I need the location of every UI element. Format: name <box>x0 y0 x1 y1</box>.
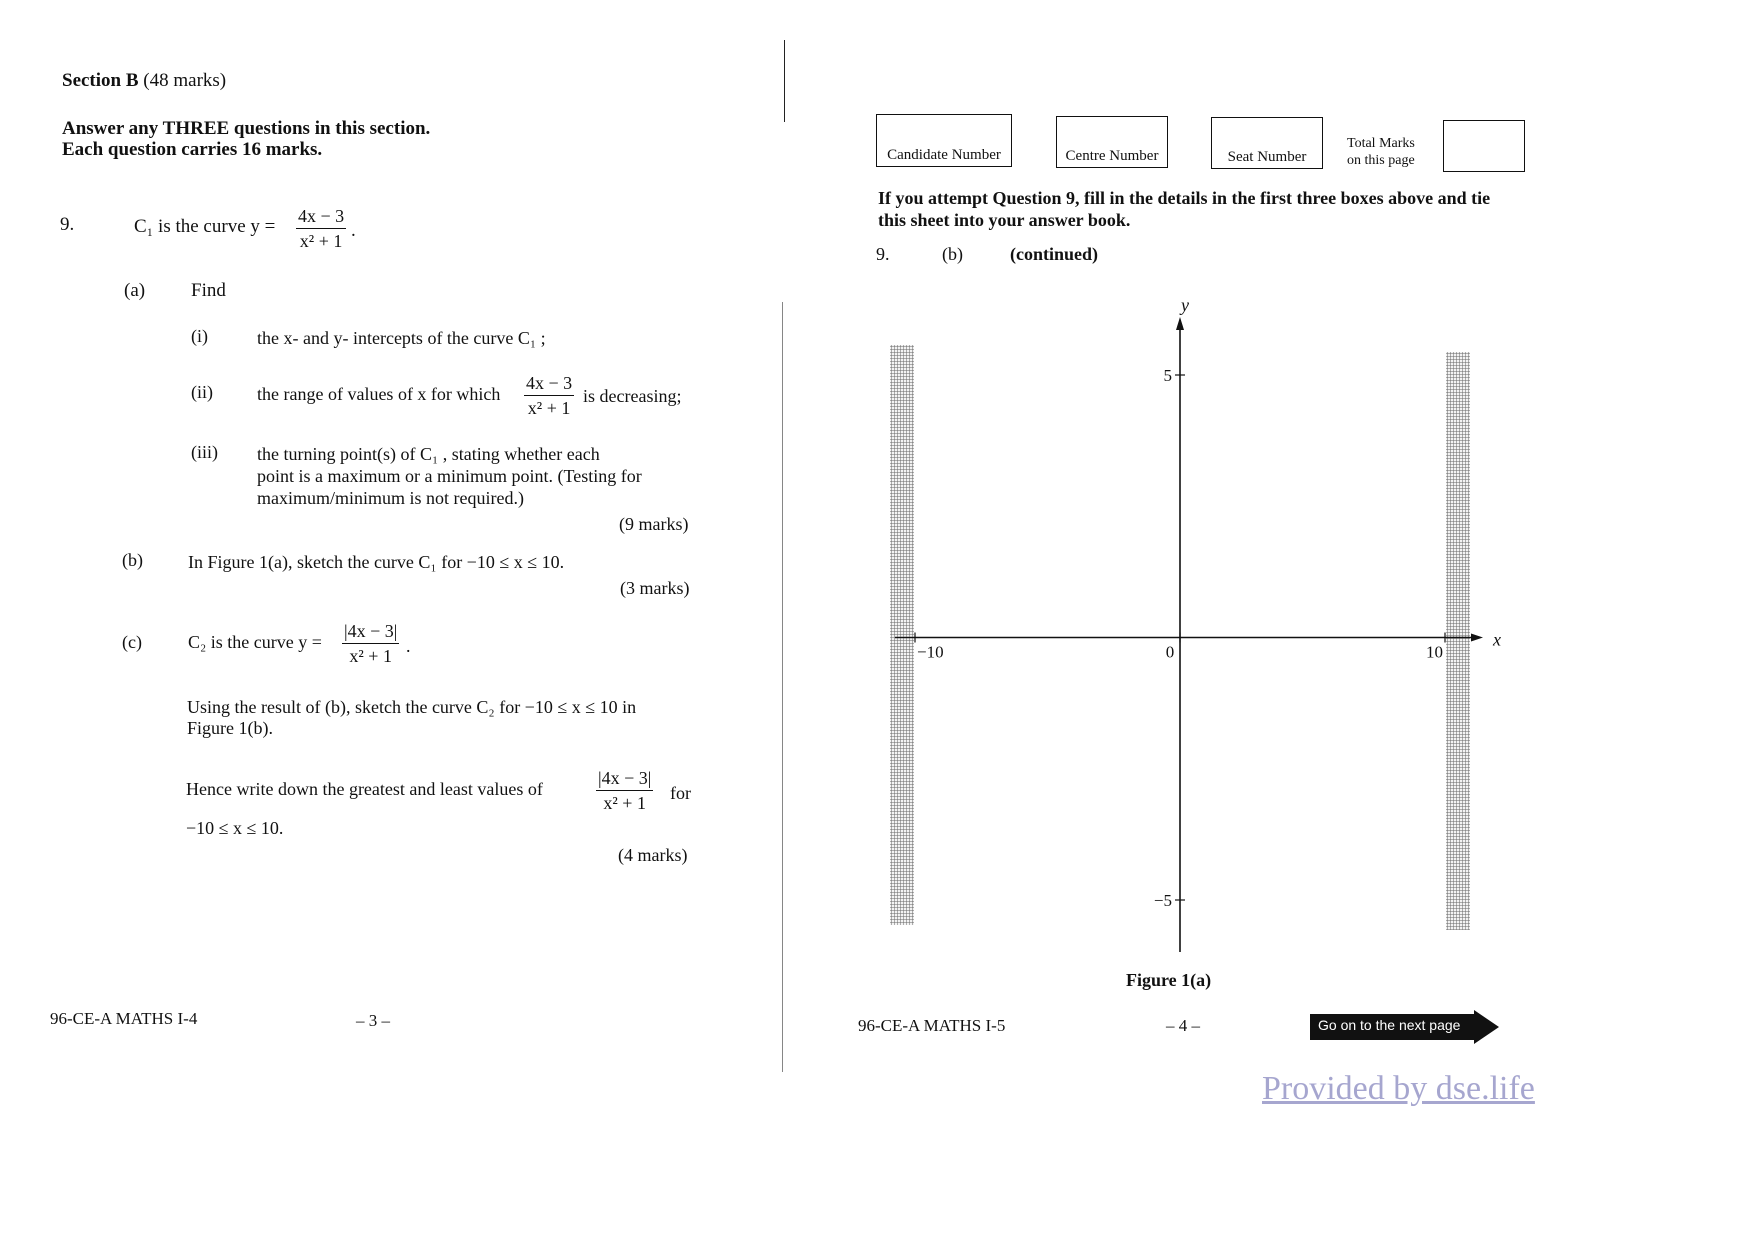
y-axis-label: y <box>1181 295 1189 315</box>
part-c-fraction-num: |4x − 3| <box>342 622 399 644</box>
part-b-text: In Figure 1(a), sketch the curve C₁ for −10 ≤ x ≤ 10. <box>188 552 565 572</box>
part-a-iii-line-2: point is a maximum or a minimum point. (Testing for <box>257 466 642 486</box>
part-c-line-1: Using the result of (b), sketch the curve C₂ for −10 ≤ x ≤ 10 in <box>187 697 637 717</box>
part-a-ii-suffix: is decreasing; <box>583 386 682 406</box>
part-a-label: (a) <box>124 280 146 301</box>
watermark: Provided by dse.life <box>1262 1070 1535 1107</box>
x-tick-label: 0 <box>1165 642 1175 662</box>
centre-number-label: Centre Number <box>1065 148 1159 164</box>
section-title: Section B <box>62 70 139 91</box>
q9-fraction-den: x² + 1 <box>299 231 343 251</box>
right-footer-page: – 4 – <box>1166 1016 1200 1035</box>
part-a-text: Find <box>191 280 226 301</box>
part-a-marks: (9 marks) <box>619 514 689 534</box>
left-footer-page: – 3 – <box>356 1011 390 1030</box>
x-tick-label: 10 <box>1426 642 1443 662</box>
right-footer-code: 96-CE-A MATHS I-5 <box>858 1016 1006 1035</box>
instruction-line-1: Answer any THREE questions in this section. <box>62 118 431 139</box>
left-footer-code: 96-CE-A MATHS I-4 <box>50 1009 198 1028</box>
part-c-line-2: Figure 1(b). <box>187 718 273 738</box>
part-b-marks: (3 marks) <box>620 578 690 598</box>
y-axis-arrow <box>1176 317 1184 330</box>
part-c-range: −10 ≤ x ≤ 10. <box>186 818 284 838</box>
seat-number-label: Seat Number <box>1227 149 1307 165</box>
y-tick-label: 5 <box>1163 366 1172 385</box>
q9-stem-period: . <box>351 220 356 241</box>
part-a-ii-fraction-num: 4x − 3 <box>524 374 574 396</box>
next-page-label: Go on to the next page <box>1318 1017 1461 1033</box>
right-question-continued: (continued) <box>1010 244 1099 264</box>
part-c-marks: (4 marks) <box>618 845 688 865</box>
x-axis-arrow <box>1471 634 1483 642</box>
part-b-label: (b) <box>122 550 143 570</box>
part-c-stem: C₂ is the curve y = <box>188 632 322 652</box>
right-question-part: (b) <box>942 244 963 264</box>
part-c-fraction-den: x² + 1 <box>349 646 392 666</box>
section-marks: (48 marks) <box>138 70 227 91</box>
part-a-iii-line-1: the turning point(s) of C₁ , stating whether each <box>257 444 600 464</box>
q9-fraction-num: 4x − 3 <box>296 207 346 229</box>
part-c-period: . <box>406 636 411 656</box>
y-tick-label: −5 <box>1153 891 1172 910</box>
candidate-number-label: Candidate Number <box>887 147 1001 163</box>
part-c-hence-fraction-num: |4x − 3| <box>596 769 653 791</box>
part-a-iii-label: (iii) <box>191 442 218 462</box>
part-c-for: for <box>670 783 691 803</box>
x-axis-label: x <box>1493 629 1501 650</box>
part-c-hence-fraction-den: x² + 1 <box>603 793 646 813</box>
total-marks-label-1: Total Marks <box>1347 136 1415 151</box>
right-instruction-line-2: this sheet into your answer book. <box>878 210 1131 230</box>
part-a-i-text: the x- and y- intercepts of the curve C₁ ; <box>257 328 546 348</box>
part-a-iii-line-3: maximum/minimum is not required.) <box>257 488 524 508</box>
q9-stem: C₁ is the curve y = <box>134 216 276 237</box>
next-page-button[interactable] <box>1310 1010 1500 1044</box>
right-question-number: 9. <box>876 244 890 264</box>
part-a-ii-fraction-den: x² + 1 <box>527 398 571 418</box>
total-marks-label-2: on this page <box>1347 153 1415 168</box>
x-tick-label: −10 <box>917 642 944 662</box>
part-a-i-label: (i) <box>191 326 208 346</box>
part-a-ii-label: (ii) <box>191 382 213 402</box>
part-c-hence: Hence write down the greatest and least values of <box>186 779 543 799</box>
question-number: 9. <box>60 214 75 235</box>
right-instruction-line-1: If you attempt Question 9, fill in the details in the first three boxes above and tie <box>878 188 1491 208</box>
part-a-ii-prefix: the range of values of x for which <box>257 384 501 404</box>
figure-caption: Figure 1(a) <box>1126 970 1212 990</box>
part-c-label: (c) <box>122 632 142 652</box>
instruction-line-2: Each question carries 16 marks. <box>62 139 323 160</box>
